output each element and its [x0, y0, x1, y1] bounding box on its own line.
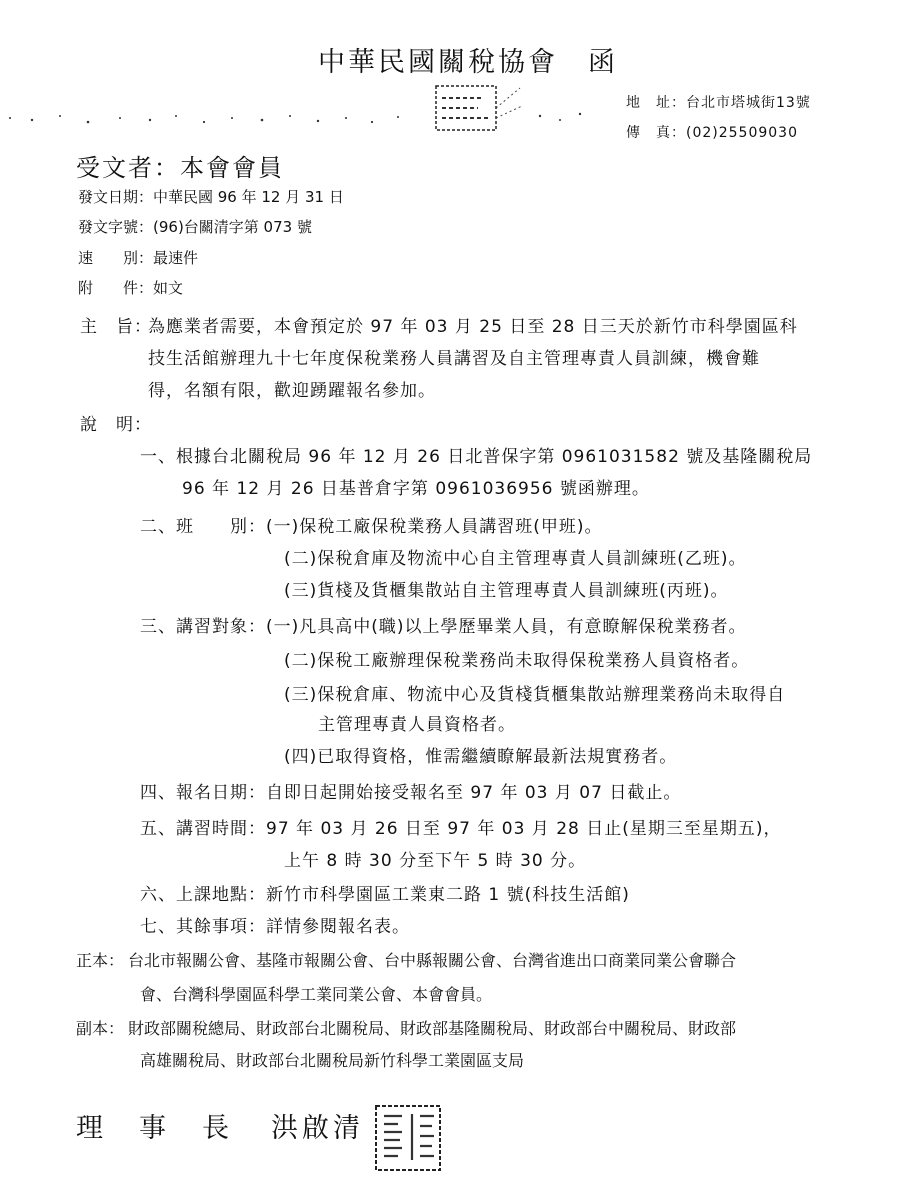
scan-noise [0, 104, 600, 132]
explanation-item: 主管理專責人員資格者。 [318, 715, 516, 735]
signature-line [76, 1106, 364, 1145]
chairman-seal [372, 1102, 444, 1174]
explanation-label: 說 明： [80, 415, 152, 435]
explanation-item: 上午 8 時 30 分至下午 5 時 30 分。 [284, 851, 587, 871]
explanation-item: 七、其餘事項：詳情參閱報名表。 [140, 917, 410, 937]
cc-copy-line: 財政部關稅總局、財政部台北關稅局、財政部基隆關稅局、財政部台中關稅局、財政部 [128, 1019, 737, 1038]
cc-copy-label: 副本： [76, 1019, 125, 1038]
main-copy-label: 正本： [76, 951, 125, 970]
explanation-item: (二)保稅工廠辦理保稅業務尚未取得保稅業務人員資格者。 [284, 651, 750, 671]
explanation-item: (三)保稅倉庫、物流中心及貨棧貨櫃集散站辦理業務尚未取得自 [284, 685, 786, 705]
signature-title-char: 長 [202, 1113, 229, 1144]
issue-date: 發文日期：中華民國 96 年 12 月 31 日 [78, 188, 344, 206]
signature-title-char: 理 [76, 1113, 103, 1144]
explanation-item: (二)保稅倉庫及物流中心自主管理專責人員訓練班(乙班)。 [284, 549, 747, 569]
signature-name: 洪啟清 [271, 1113, 364, 1144]
explanation-item: (三)貨棧及貨櫃集散站自主管理專責人員訓練班(丙班)。 [284, 581, 729, 601]
fax-line: 傳 真：(02)25509030 [626, 125, 798, 141]
recipient: 受文者：本會會員 [76, 154, 284, 182]
signature-title-char: 事 [139, 1113, 166, 1144]
cc-copy-line: 高雄關稅局、財政部台北關稅局新竹科學工業園區支局 [140, 1051, 525, 1070]
explanation-item: 三、講習對象：(一)凡具高中(職)以上學歷畢業人員，有意瞭解保稅業務者。 [140, 617, 747, 637]
subject-label: 主 旨： [80, 317, 152, 337]
delivery-speed: 速 別：最速件 [78, 249, 199, 267]
explanation-item: 六、上課地點：新竹市科學園區工業東二路 1 號(科技生活館) [140, 885, 630, 905]
subject-line: 為應業者需要，本會預定於 97 年 03 月 25 日至 28 日三天於新竹市科學園區科 [148, 317, 798, 337]
explanation-item: 二、班 別：(一)保稅工廠保稅業務人員講習班(甲班)。 [140, 517, 603, 537]
explanation-item: 四、報名日期：自即日起開始接受報名至 97 年 03 月 07 日截止。 [140, 783, 682, 803]
main-copy-line: 會、台灣科學園區科學工業同業公會、本會會員。 [140, 985, 493, 1004]
subject-line: 技生活館辦理九十七年度保稅業務人員講習及自主管理專責人員訓練，機會難 [148, 349, 760, 369]
attachment: 附 件：如文 [78, 279, 184, 297]
document-title: 中華民國關稅協會 函 [318, 47, 618, 78]
explanation-item: (四)已取得資格，惟需繼續瞭解最新法規實務者。 [284, 747, 678, 767]
address-line: 地 址：台北市塔城街13號 [626, 95, 811, 111]
subject-line: 得，名額有限，歡迎踴躍報名參加。 [148, 381, 436, 401]
main-copy-line: 台北市報關公會、基隆市報關公會、台中縣報關公會、台灣省進出口商業同業公會聯合 [128, 951, 737, 970]
explanation-item: 96 年 12 月 26 日基普倉字第 0961036956 號函辦理。 [182, 479, 650, 499]
explanation-item: 一、根據台北關稅局 96 年 12 月 26 日北普保字第 0961031582 號及基隆關稅局 [140, 447, 813, 467]
explanation-item: 五、講習時間：97 年 03 月 26 日至 97 年 03 月 28 日止(星期三至星期五)， [140, 819, 782, 839]
document-number: 發文字號：(96)台關清字第 073 號 [78, 218, 312, 236]
